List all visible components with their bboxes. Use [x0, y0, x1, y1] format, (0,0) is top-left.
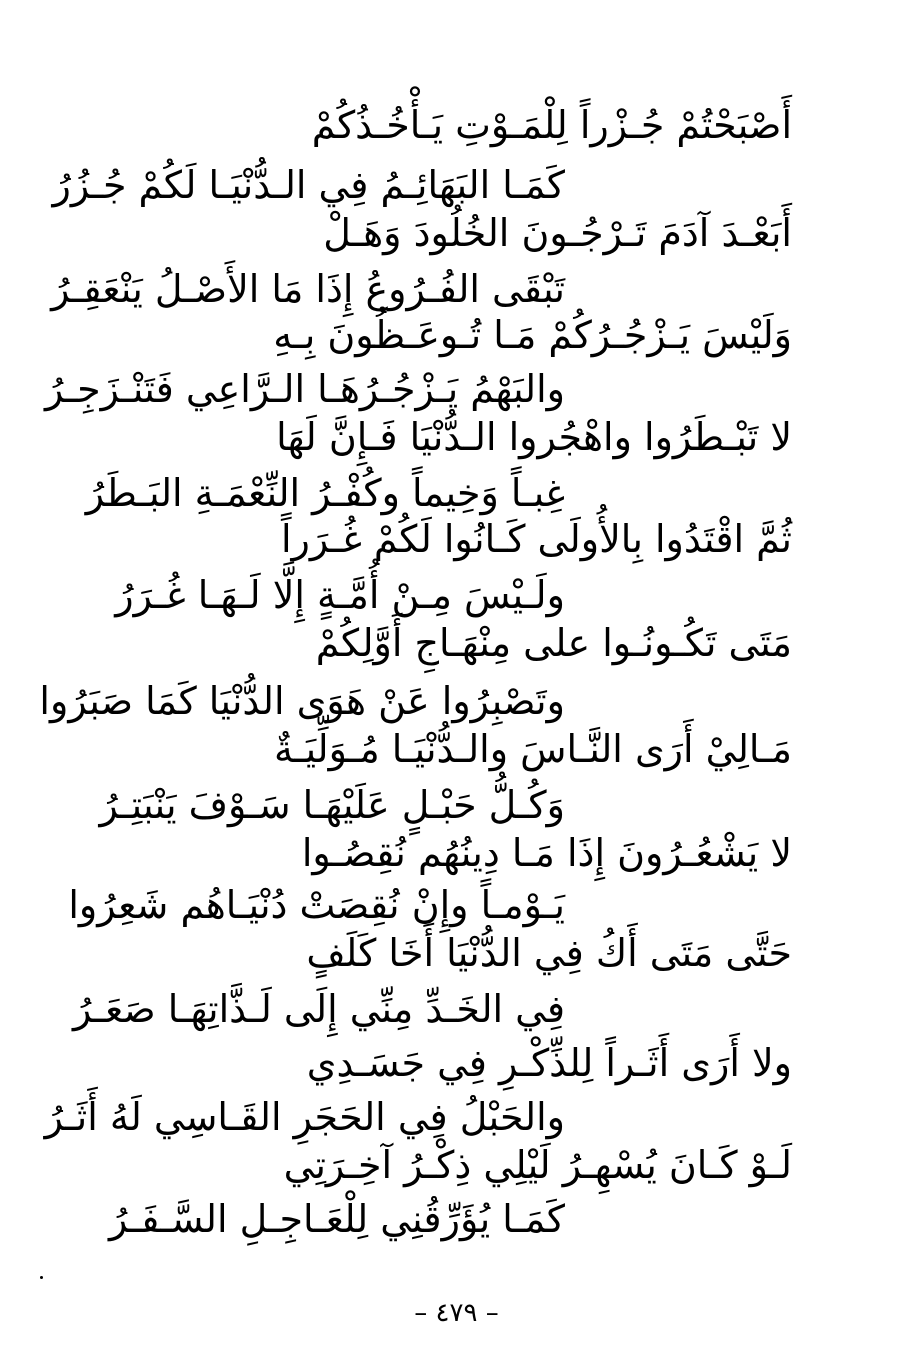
verse-line: مَـالِيْ أَرَى النَّـاسَ والـدُّنْيَـا مُـوَلِّيَـةٌ: [274, 727, 792, 771]
verse-line: أَبَعْـدَ آدَمَ تَـرْجُـونَ الخُلُودَ وَهَـلْ: [323, 211, 792, 255]
page-number: – ٤٧٩ –: [414, 1298, 499, 1328]
verse-line: لَـوْ كَـانَ يُسْهِـرُ لَيْلِي ذِكْـرُ آخِـرَتِي: [283, 1143, 792, 1187]
verse-line: تَبْقَى الفُـرُوعُ إِذَا مَا الأَصْـلُ يَنْعَقِـرُ: [51, 267, 565, 311]
verse-line: حَتَّى مَتَى أَكُ فِي الدُّنْيَا أَخَا كَلَفٍ: [306, 931, 792, 975]
verse-line: غِبـاً وَخِيماً وكُفْـرُ النِّعْمَـةِ البَـطَرُ: [85, 471, 565, 515]
verse-line: ولا أَرَى أَثَـراً لِلذِّكْـرِ فِي جَسَـدِي: [306, 1041, 792, 1085]
verse-line: مَتَى تَكُـونُـوا على مِنْهَـاجِ أَوَّلِكُمْ: [315, 621, 792, 665]
verse-line: يَـوْمـاً وإِنْ نُقِصَتْ دُنْيَـاهُم شَعِرُوا: [68, 883, 565, 927]
scan-speck: [40, 1276, 43, 1279]
verse-line: فِي الخَـدِّ مِنِّي إِلَى لَـذَّاتِهَـا صَعَـرُ: [73, 987, 565, 1031]
verse-line: ثُمَّ اقْتَدُوا بِالأُولَى كَـانُوا لَكُمْ غُـرَراً: [280, 517, 792, 561]
verse-line: والبَهْمُ يَـزْجُـرُهَـا الـرَّاعِي فَتَنْـزَجِـرُ: [45, 367, 565, 411]
verse-line: أَصْبَحْتُمْ جُـزْراً لِلْمَـوْتِ يَـأْخُـذُكُمْ: [311, 103, 792, 147]
verse-line: وتَصْبِرُوا عَنْ هَوَى الدُّنْيَا كَمَا صَبَرُوا: [39, 679, 565, 723]
verse-line: كَمَـا البَهَائِـمُ فِي الـدُّنْيَـا لَكُمْ جُـزُرُ: [52, 163, 565, 207]
verse-line: ولَـيْسَ مِـنْ أُمَّـةٍ إِلَّا لَـهَـا غُـرَرُ: [115, 573, 565, 617]
verse-line: والحَبْلُ فِي الحَجَرِ القَـاسِي لَهُ أَثَـرُ: [44, 1095, 565, 1139]
verse-line: لا يَشْعُـرُونَ إِذَا مَـا دِينُهُم نُقِصُـوا: [301, 831, 792, 875]
verse-line: كَمَـا يُؤَرِّقُنِي لِلْعَـاجِـلِ السَّـفَـرُ: [109, 1197, 565, 1241]
verse-line: وَلَيْسَ يَـزْجُـرُكُمْ مَـا تُـوعَـظُونَ بِـهِ: [273, 313, 792, 357]
verse-line: لا تَبْـطَرُوا واهْجُروا الـدُّنْيَا فَـإِنَّ لَهَا: [276, 415, 792, 459]
verse-line: وَكُـلُّ حَبْـلٍ عَلَيْهَـا سَـوْفَ يَنْبَتِـرُ: [99, 783, 565, 827]
